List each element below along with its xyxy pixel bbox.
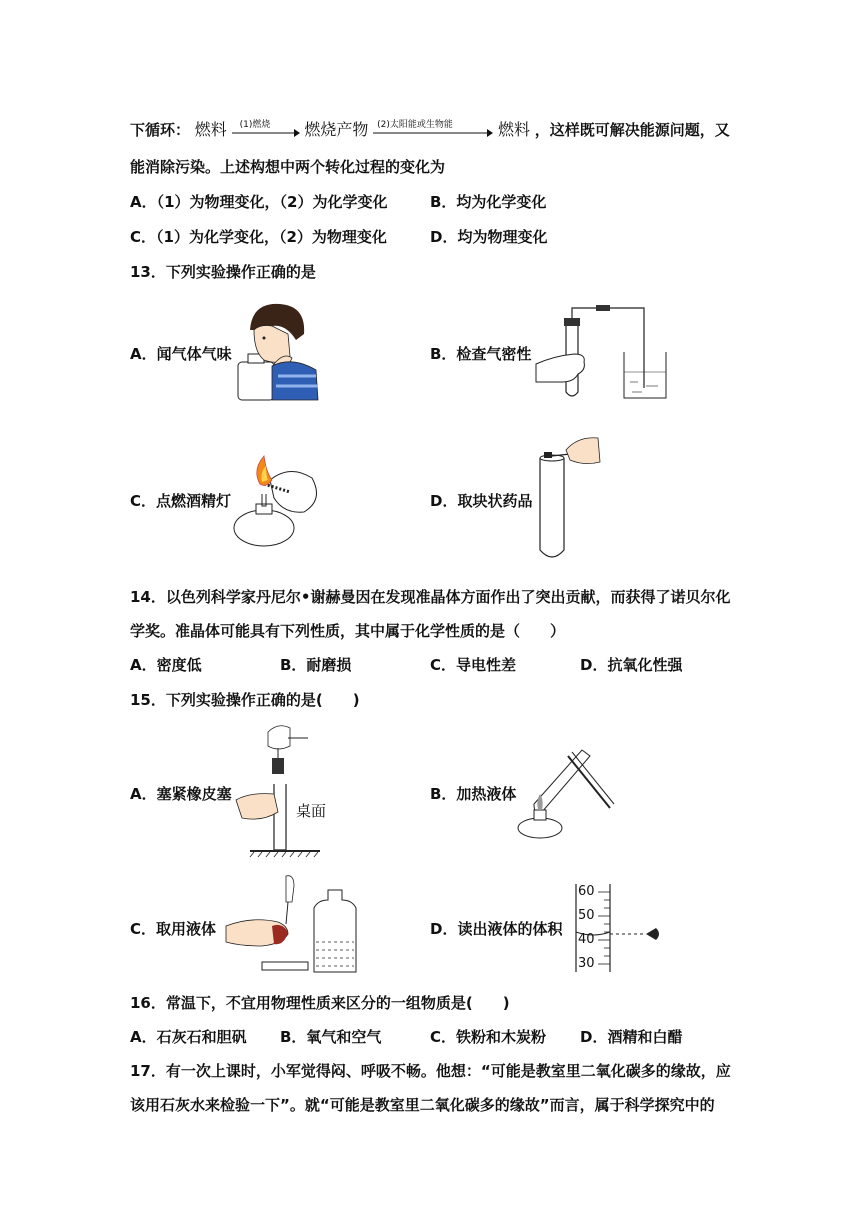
q14-line1: 14．以色列科学家丹尼尔•谢赫曼因在发现准晶体方面作出了突出贡献，而获得了诺贝尔化	[130, 588, 731, 606]
cylinder-tick-30: 30	[578, 956, 595, 971]
q12-option-d: D．均为物理变化	[430, 228, 548, 246]
airtightness-check-illustration	[534, 302, 670, 402]
q12-arrow2-label: (2)太阳能或生物能	[377, 119, 453, 130]
q14-line2: 学奖。准晶体可能具有下列性质，其中属于化学性质的是（ ）	[130, 622, 566, 640]
q12-arrow2-shape	[373, 120, 493, 142]
q13-option-d: D．取块状药品	[430, 492, 533, 510]
q16-option-a: A．石灰石和胆矾	[130, 1028, 247, 1046]
q12-fuel1: 燃料	[194, 120, 227, 139]
q12-option-c: C．（1）为化学变化，（2）为物理变化	[130, 228, 387, 246]
q16-stem: 16．常温下，不宜用物理性质来区分的一组物质是( )	[130, 994, 510, 1012]
q13-option-b: B．检查气密性	[430, 345, 532, 363]
smell-gas-illustration	[232, 300, 322, 402]
q17-line2: 该用石灰水来检验一下”。就“可能是教室里二氧化碳多的缘故”而言，属于科学探究中的	[130, 1096, 715, 1114]
q13-stem: 13．下列实验操作正确的是	[130, 263, 316, 281]
q12-product: 燃烧产物	[304, 120, 369, 139]
q15-option-c: C．取用液体	[130, 920, 217, 938]
q12-option-a: A．（1）为物理变化，（2）为化学变化	[130, 193, 388, 211]
q14-option-d: D．抗氧化性强	[580, 656, 683, 674]
light-alcohol-lamp-illustration	[230, 450, 326, 550]
q12-line2: 能消除污染。上述构想中两个转化过程的变化为	[130, 158, 446, 176]
cylinder-tick-50: 50	[578, 908, 595, 923]
cylinder-tick-40: 40	[578, 932, 595, 947]
q15-option-a: A．塞紧橡皮塞	[130, 785, 232, 803]
q14-option-b: B．耐磨损	[280, 656, 352, 674]
q13-option-a: A．闻气体气味	[130, 345, 232, 363]
insert-rubber-stopper-illustration	[232, 722, 327, 858]
q14-option-a: A．密度低	[130, 656, 202, 674]
q16-option-b: B．氧气和空气	[280, 1028, 382, 1046]
q12-line1	[130, 117, 730, 141]
q12-option-b: B．均为化学变化	[430, 193, 547, 211]
cylinder-tick-60: 60	[578, 884, 595, 899]
q12-prefix: 下循环：	[130, 121, 191, 139]
heat-liquid-illustration	[510, 736, 618, 840]
q14-option-c: C．导电性差	[430, 656, 517, 674]
q16-option-c: C．铁粉和木炭粉	[430, 1028, 547, 1046]
q13-option-c: C．点燃酒精灯	[130, 492, 232, 510]
q12-arrow2	[373, 120, 493, 142]
q15-option-b: B．加热液体	[430, 785, 517, 803]
desk-label: 桌面	[296, 802, 327, 820]
q12-arrow1-shape	[232, 120, 300, 142]
q16-option-d: D．酒精和白醋	[580, 1028, 683, 1046]
q17-line1: 17．有一次上课时，小军觉得闷、呼吸不畅。他想：“可能是教室里二氧化碳多的缘故，应	[130, 1062, 731, 1080]
q15-stem: 15．下列实验操作正确的是( )	[130, 691, 360, 709]
take-solid-reagent-illustration	[530, 432, 602, 562]
q12-arrow1-label: (1)燃烧	[239, 119, 271, 130]
take-liquid-illustration	[222, 872, 362, 978]
q15-option-d: D．读出液体的体积	[430, 920, 563, 938]
q12-arrow1	[232, 120, 300, 142]
q12-suffix: ，这样既可解决能源问题，又	[534, 121, 730, 139]
q12-fuel2: 燃料	[497, 120, 530, 139]
